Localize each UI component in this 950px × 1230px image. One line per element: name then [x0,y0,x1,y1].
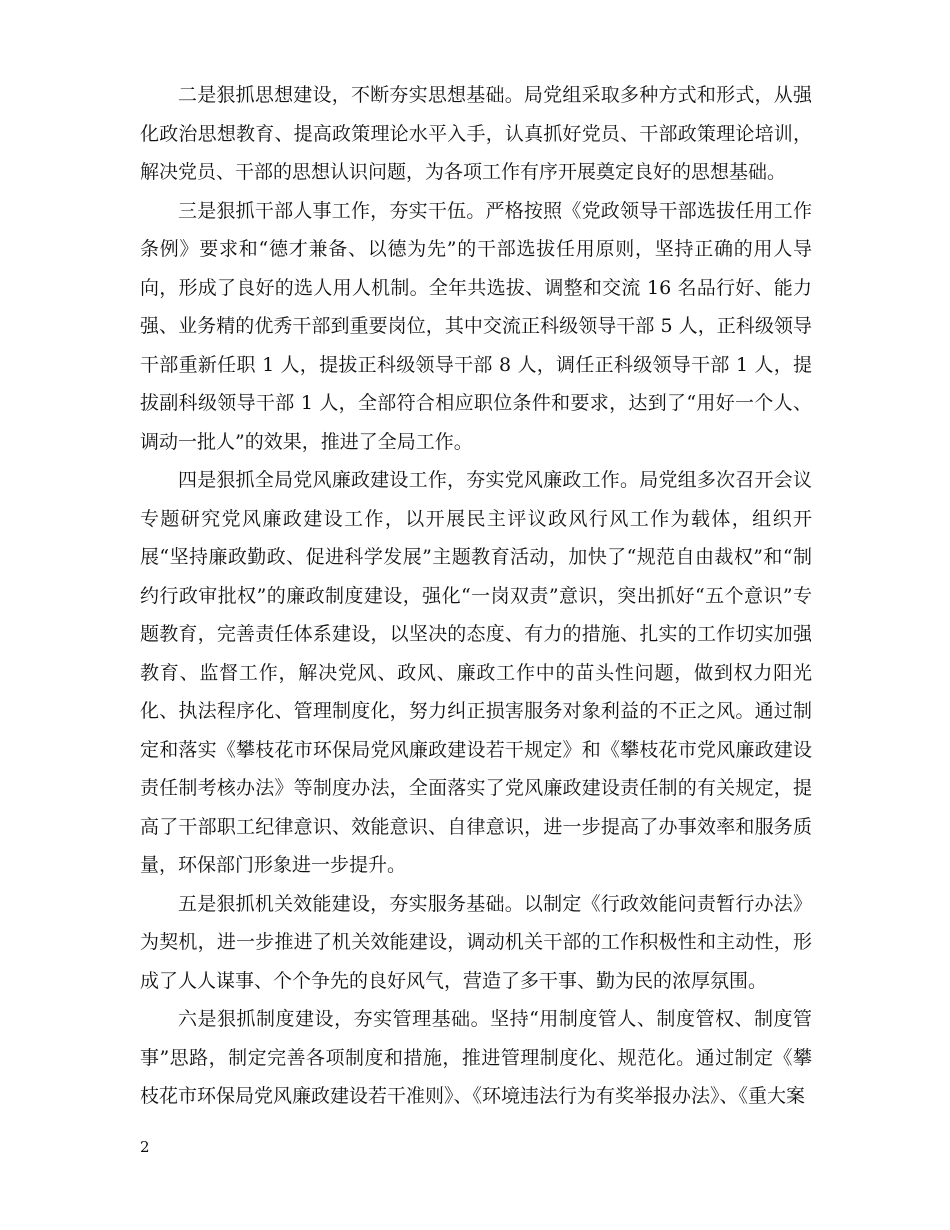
page-number: 2 [140,1138,150,1156]
document-body [140,76,812,1116]
paragraph-ideological-building: 二是狠抓思想建设，不断夯实思想基础。局党组采取多种方式和形式，从强化政治思想教育、提高政策理论水平入手，认真抓好党员、干部政策理论培训，解决党员、干部的思想认识问题，为各项工作有序开展奠定良好的思想基础。 [140,84,812,183]
paragraph-personnel-work: 三是狠抓干部人事工作，夯实干伍。严格按照《党政领导干部选拔任用工作条例》要求和“德才兼备、以德为先”的干部选拔任用原则，坚持正确的用人导向，形成了良好的选人用人机制。全年共选拔、调整和交流 16 名品行好、能力强、业务精的优秀干部到重要岗位，其中交流正科级领导干部 5 人，正科级领导干部重新任职 1 人，提拔正科级领导干部 8 人，调任正科级领导干部 1 人，提拔副科级领导干部 1 人，全部符合相应职位条件和要求，达到了“用好一个人、调动一批人”的效果，推进了全局工作。 [140,199,812,453]
paragraph-clean-government: 四是狠抓全局党风廉政建设工作，夯实党风廉政工作。局党组多次召开会议专题研究党风廉政建设工作，以开展民主评议政风行风工作为载体，组织开展“坚持廉政勤政、促进科学发展”主题教育活动，加快了“规范自由裁权”和“制约行政审批权”的廉政制度建设，强化“一岗双责”意识，突出抓好“五个意识”专题教育，完善责任体系建设，以坚决的态度、有力的措施、扎实的工作切实加强教育、监督工作，解决党风、政风、廉政工作中的苗头性问题，做到权力阳光化、执法程序化、管理制度化，努力纠正损害服务对象利益的不正之风。通过制定和落实《攀枝花市环保局党风廉政建设若干规定》和《攀枝花市党风廉政建设责任制考核办法》等制度办法，全面落实了党风廉政建设责任制的有关规定，提高了干部职工纪律意识、效能意识、自律意识，进一步提高了办事效率和服务质量，环保部门形象进一步提升。 [140,469,812,876]
paragraph-system-building: 六是狠抓制度建设，夯实管理基础。坚持“用制度管人、制度管权、制度管事”思路，制定完善各项制度和措施，推进管理制度化、规范化。通过制定《攀枝花市环保局党风廉政建设若干准则》、《环境违法行为有奖举报办法》、《重大案 [140,1008,812,1107]
paragraph-efficiency-building: 五是狠抓机关效能建设，夯实服务基础。以制定《行政效能问责暂行办法》为契机，进一步推进了机关效能建设，调动机关干部的工作积极性和主动性，形成了人人谋事、个个争先的良好风气，营造了多干事、勤为民的浓厚氛围。 [140,892,812,992]
